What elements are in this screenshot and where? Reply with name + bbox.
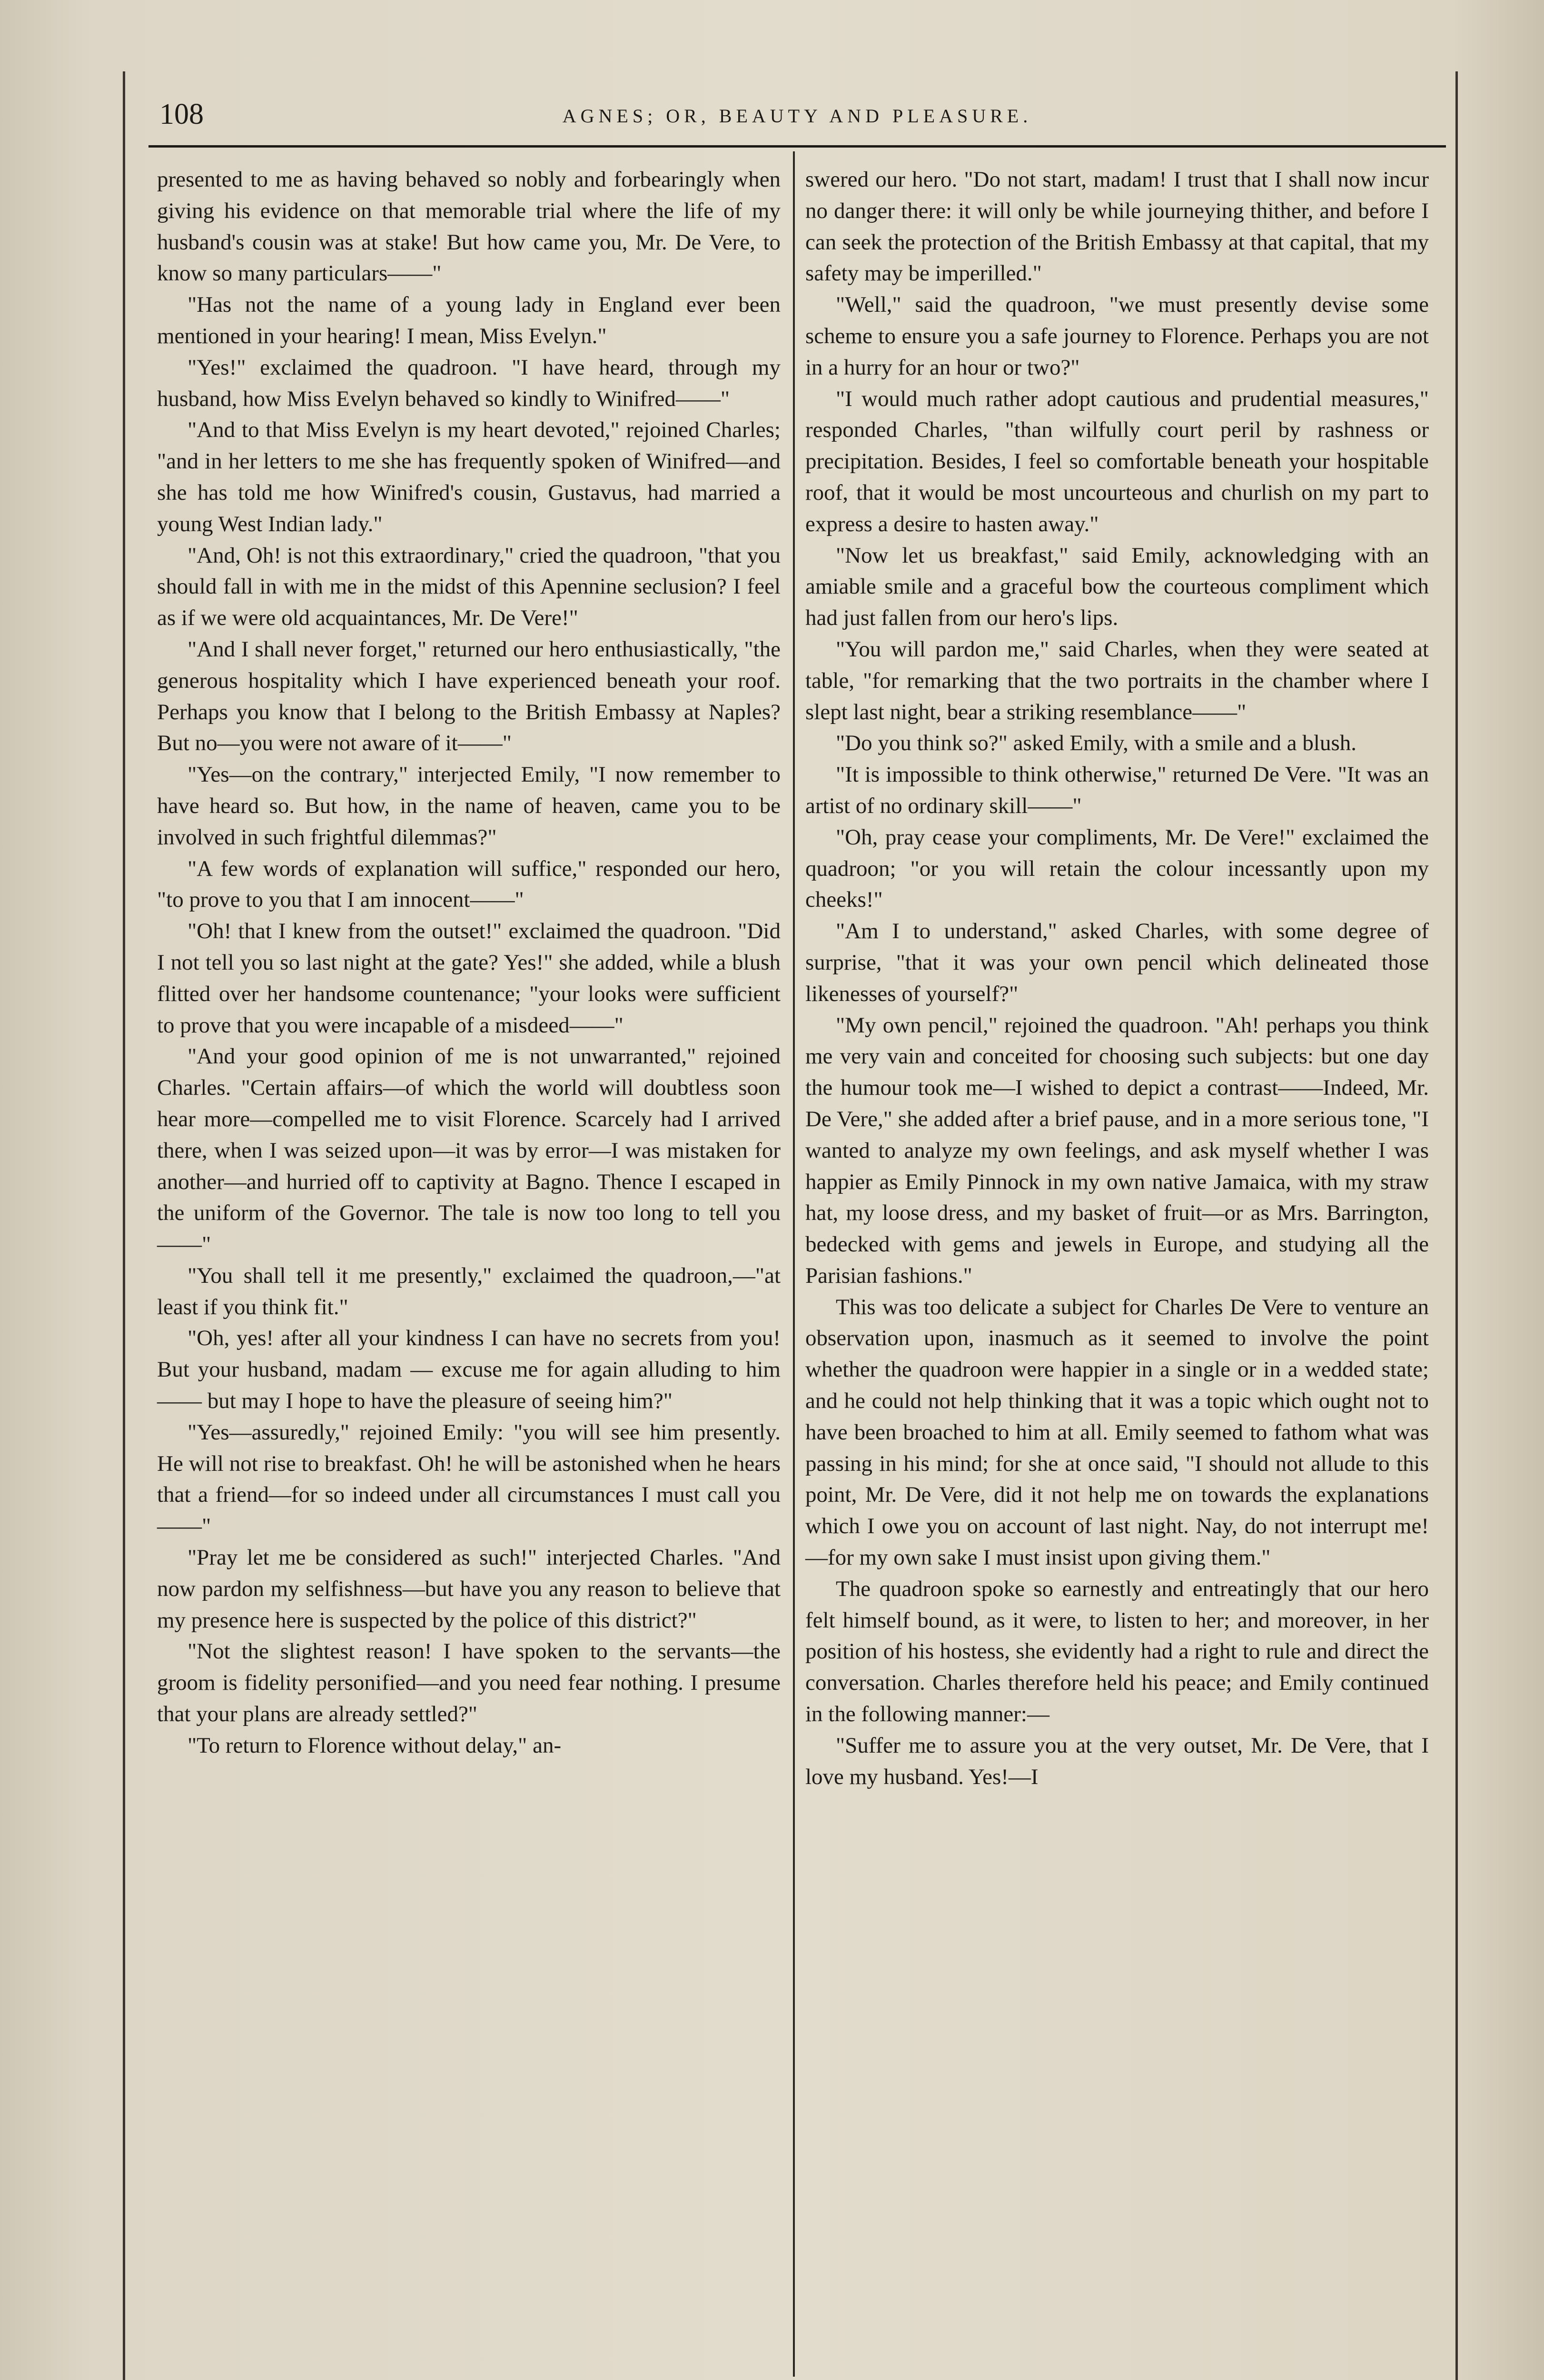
paragraph: "Suffer me to assure you at the very outset, Mr. De Vere, that I love my husband. Yes!—I: [805, 1733, 1429, 1789]
running-head: AGNES; OR, BEAUTY AND PLEASURE.: [562, 105, 1032, 127]
paragraph: "You shall tell it me presently," exclaimed the quadroon,—"at least if you think fit.": [157, 1263, 781, 1319]
paragraph: "A few words of explanation will suffice," responded our hero, "to prove to you that I am innocent——": [157, 856, 781, 912]
paragraph: "You will pardon me," said Charles, when they were seated at table, "for remarking that the two portraits in the chamber where I slept last night, bear a striking resemblance——": [805, 636, 1429, 724]
paragraph: "To return to Florence without delay," an-: [188, 1733, 562, 1758]
column-divider: [793, 151, 795, 2377]
paragraph: presented to me as having behaved so nobly and forbearingly when giving his evidence on that memorable trial where the life of my husband's cousin was at stake! But how came you, Mr. De Vere, to know so many particulars——": [157, 167, 781, 286]
paragraph: "Has not the name of a young lady in England ever been mentioned in your hearing! I mean, Miss Evelyn.": [157, 292, 781, 348]
paragraph: "It is impossible to think otherwise," returned De Vere. "It was an artist of no ordinary skill——": [805, 762, 1429, 818]
paragraph: "Do you think so?" asked Emily, with a smile and a blush.: [836, 731, 1356, 756]
paragraph: "Yes!" exclaimed the quadroon. "I have heard, through my husband, how Miss Evelyn behaved so kindly to Winifred——": [157, 355, 781, 411]
header-rule: [148, 145, 1446, 148]
paragraph: "And to that Miss Evelyn is my heart devoted," rejoined Charles; "and in her letters to me she has frequently spoken of Winifred—and she has told me how Winifred's cousin, Gustavus, had married a young West Indian lady.": [157, 417, 781, 536]
page-header: [150, 93, 1445, 136]
paragraph: "Not the slightest reason! I have spoken to the servants—the groom is fidelity personified—and you need fear nothing. I presume that your plans are already settled?": [157, 1639, 781, 1727]
paragraph: "And I shall never forget," returned our hero enthusiastically, "the generous hospitality which I have experienced beneath your roof. Perhaps you know that I belong to the British Embassy at Naples? But no—you were not aware of it——": [157, 636, 781, 756]
paragraph: "Am I to understand," asked Charles, with some degree of surprise, "that it was your own pencil which delineated those likenesses of yourself?": [805, 919, 1429, 1006]
paragraph: "Yes—on the contrary," interjected Emily, "I now remember to have heard so. But how, in the name of heaven, came you to be involved in such frightful dilemmas?": [157, 762, 781, 850]
left-column: [157, 164, 781, 1762]
paragraph: swered our hero. "Do not start, madam! I trust that I shall now incur no danger there: it will only be while journeying thither, and before I can seek the protection of the British Embassy at that capital, that my safety may be imperilled.": [805, 167, 1429, 286]
paragraph: This was too delicate a subject for Charles De Vere to venture an observation upon, inasmuch as it seemed to involve the point whether the quadroon were happier in a single or in a wedded state; and he could not help thinking that it was a topic which ought not to have been broached to him at all. Emily seemed to fathom what was passing in his mind; for she at once said, "I should not allude to this point, Mr. De Vere, did it not help me on towards the explanations which I owe you on account of last night. Nay, do not interrupt me!—for my own sake I must insist upon giving them.": [805, 1294, 1429, 1570]
paragraph: "Pray let me be considered as such!" interjected Charles. "And now pardon my selfishness—but have you any reason to believe that my presence here is suspected by the police of this district?": [157, 1545, 781, 1633]
paragraph: The quadroon spoke so earnestly and entreatingly that our hero felt himself bound, as it were, to listen to her; and moreover, in her position of his hostess, she evidently had a right to rule and direct the conversation. Charles therefore held his peace; and Emily continued in the following manner:—: [805, 1576, 1429, 1727]
left-margin-rule: [123, 71, 125, 2380]
paragraph: "And, Oh! is not this extraordinary," cried the quadroon, "that you should fall in with me in the midst of this Apennine seclusion? I feel as if we were old acquaintances, Mr. De Vere!": [157, 543, 781, 631]
paragraph: "Now let us breakfast," said Emily, acknowledging with an amiable smile and a graceful bow the courteous compliment which had just fallen from our hero's lips.: [805, 543, 1429, 631]
paragraph: "Yes—assuredly," rejoined Emily: "you will see him presently. He will not rise to breakfast. Oh! he will be astonished when he hears that a friend—for so indeed under all circumstances I must call you——": [157, 1419, 781, 1539]
page-number: 108: [159, 98, 204, 130]
right-column: [805, 164, 1429, 1793]
paragraph: "Oh, yes! after all your kindness I can have no secrets from you! But your husband, madam — excuse me for again alluding to him —— but may I hope to have the pleasure of seeing him?": [157, 1326, 781, 1414]
paragraph: "Oh! that I knew from the outset!" exclaimed the quadroon. "Did I not tell you so last night at the gate? Yes!" she added, while a blush flitted over her handsome countenance; "your looks were sufficient to prove that you were incapable of a misdeed——": [157, 919, 781, 1038]
paragraph: "Well," said the quadroon, "we must presently devise some scheme to ensure you a safe journey to Florence. Perhaps you are not in a hurry for an hour or two?": [805, 292, 1429, 380]
paragraph: "I would much rather adopt cautious and prudential measures," responded Charles, "than wilfully court peril by rashness or precipitation. Besides, I feel so comfortable beneath your hospitable roof, that it would be most uncourteous and churlish on my part to express a desire to hasten away.": [805, 386, 1429, 536]
right-margin-rule: [1455, 71, 1458, 2380]
paragraph: "And your good opinion of me is not unwarranted," rejoined Charles. "Certain affairs—of which the world will doubtless soon hear more—compelled me to visit Florence. Scarcely had I arrived there, when I was seized upon—it was by error—I was mistaken for another—and hurried off to captivity at Bagno. Thence I escaped in the uniform of the Governor. The tale is now too long to tell you——": [157, 1044, 781, 1257]
paragraph: "Oh, pray cease your compliments, Mr. De Vere!" exclaimed the quadroon; "or you will retain the colour incessantly upon my cheeks!": [805, 824, 1429, 912]
paragraph: "My own pencil," rejoined the quadroon. "Ah! perhaps you think me very vain and conceited for choosing such subjects: but one day the humour took me—I wished to depict a contrast——Indeed, Mr. De Vere," she added after a brief pause, and in a more serious tone, "I wanted to analyze my own feelings, and ask myself whether I was happier as Emily Pinnock in my own native Jamaica, with my straw hat, my loose dress, and my basket of fruit—or as Mrs. Barrington, bedecked with gems and jewels in Europe, and studying all the Parisian fashions.": [805, 1012, 1429, 1288]
